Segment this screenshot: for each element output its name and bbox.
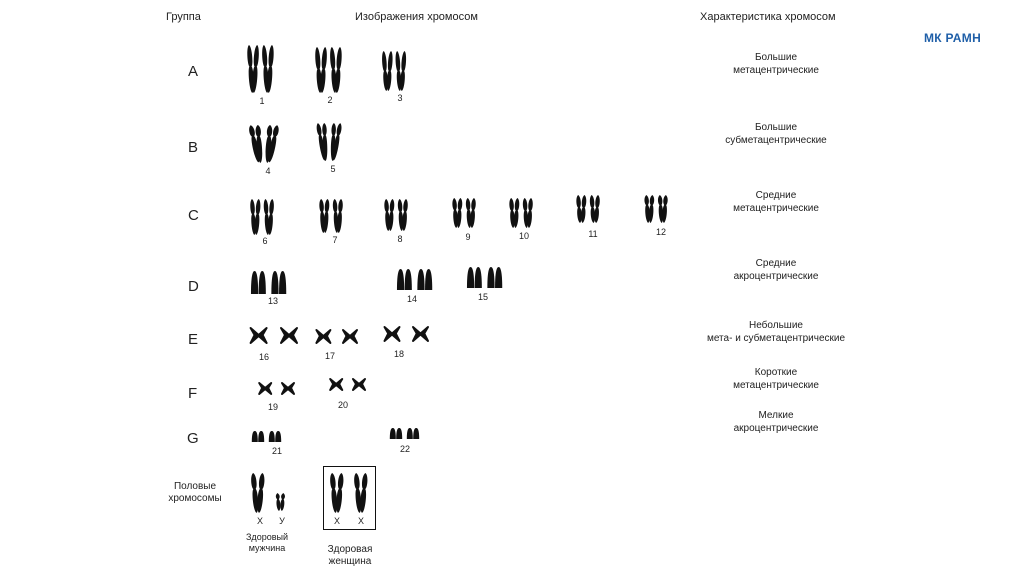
description-a-line1: Большие [754,52,798,63]
chromosome-number-20: 20 [337,400,348,410]
header-images: Изображения хромосом [355,11,478,23]
chromosome-number-12: 12 [655,227,666,237]
chromosome-pair-8-shape [384,199,408,231]
chromosome-pair-9 [450,197,498,231]
description-b [681,121,871,147]
description-f-line2: метацентрические [733,380,819,391]
chromosome-pair-18 [383,326,443,343]
group-label-c: C [188,207,199,224]
chromosome-pair-1 [245,44,297,96]
male-y-chromosome [274,492,294,514]
chromosome-pair-13 [250,270,298,296]
chromosome-number-18: 18 [393,349,404,359]
description-g [681,409,871,435]
chromosome-pair-10-shape [509,198,533,228]
chromosome-number-1: 1 [259,96,265,106]
chromosome-pair-6 [248,198,296,238]
male-x-label: X [256,516,263,526]
chromosome-number-3: 3 [397,93,403,103]
caption-healthy-female [315,544,385,568]
group-label-sex [160,481,230,505]
chromosome-number-7: 7 [332,235,338,245]
group-label-f: F [188,385,198,402]
group-label-a: A [188,63,199,80]
chromosome-pair-2-shape [315,47,343,93]
chromosome-number-4: 4 [265,166,271,176]
description-f [681,366,871,392]
chromosome-pair-22 [389,427,429,441]
chromosome-pair-15 [466,266,514,290]
chromosome-number-19: 19 [267,402,278,412]
chromosome-pair-5-shape [316,123,343,161]
chromosome-pair-20 [329,378,377,392]
female-x1-label: X [333,516,340,526]
caption-healthy-male-line1: Здоровый [246,532,288,542]
chromosome-pair-7-shape [319,199,343,233]
chromosome-pair-7 [317,198,365,236]
chromosome-pair-4 [247,124,303,166]
chromosome-pair-12-shape [644,195,668,223]
description-c-line2: метацентрические [733,203,819,214]
description-f-line1: Короткие [754,367,798,378]
group-label-b: B [188,139,199,156]
chromosome-pair-9-shape [452,198,476,228]
description-a-line2: метацентрические [733,65,819,76]
description-b-line2: субметацентрические [725,135,827,146]
description-d [681,257,871,283]
description-c [681,189,871,215]
description-e [681,319,871,345]
group-label-sex-line1: Половые [173,481,217,492]
caption-healthy-male [237,532,297,554]
chromosome-pair-12 [642,194,690,226]
chromosome-pair-6-shape [250,199,275,235]
chromosome-pair-2 [313,46,365,96]
chromosome-number-5: 5 [330,164,336,174]
chromosome-number-9: 9 [465,232,471,242]
chromosome-number-6: 6 [262,236,268,246]
female-x2-label: X [357,516,364,526]
header-group: Группа [166,11,201,23]
description-d-line1: Средние [755,258,797,269]
chromosome-pair-4-shape [248,125,280,163]
chromosome-number-15: 15 [477,292,488,302]
description-e-line2: мета- и субметацентрические [706,333,846,344]
chromosome-pair-21 [251,430,291,444]
group-label-e: E [188,331,199,348]
chromosome-number-21: 21 [271,446,282,456]
chromosome-number-16: 16 [258,352,269,362]
chromosome-pair-5 [315,122,363,164]
caption-healthy-male-line2: мужчина [248,543,286,553]
group-label-g: G [187,430,199,447]
chromosome-number-13: 13 [267,296,278,306]
chromosome-number-10: 10 [518,231,529,241]
chromosome-pair-3 [380,50,428,94]
header-characteristics: Характеристика хромосом [700,11,836,23]
caption-healthy-female-line1: Здоровая [327,544,373,555]
description-g-line1: Мелкие [758,410,794,421]
chromosome-pair-16 [249,327,313,345]
chromosome-number-22: 22 [399,444,410,454]
male-y-label: У [279,516,285,526]
chromosome-pair-3-shape [381,51,406,91]
group-label-d: D [188,278,199,295]
group-label-sex-line2: хромосомы [168,493,222,504]
caption-healthy-female-line2: женщина [328,556,372,567]
chromosome-number-17: 17 [324,351,335,361]
description-g-line2: акроцентрические [733,423,819,434]
description-a [681,51,871,77]
brand-label: МК РАМН [924,31,982,45]
description-c-line1: Средние [755,190,797,201]
male-x-chromosome [249,472,275,516]
chromosome-pair-1-shape [247,45,275,93]
chromosome-pair-11 [574,194,622,226]
chromosome-number-14: 14 [406,294,417,304]
chromosome-pair-11-shape [576,195,600,223]
chromosome-number-8: 8 [397,234,403,244]
chromosome-number-2: 2 [327,95,333,105]
chromosome-pair-17 [315,329,371,345]
description-d-line2: акроцентрические [733,271,819,282]
chromosome-pair-10 [507,197,555,231]
chromosome-pair-19 [258,382,306,396]
description-e-line1: Небольшие [749,320,803,331]
chromosome-pair-8 [382,198,430,234]
chromosome-number-11: 11 [588,229,598,239]
chromosome-pair-14 [396,268,444,292]
description-b-line1: Большие [754,122,798,133]
